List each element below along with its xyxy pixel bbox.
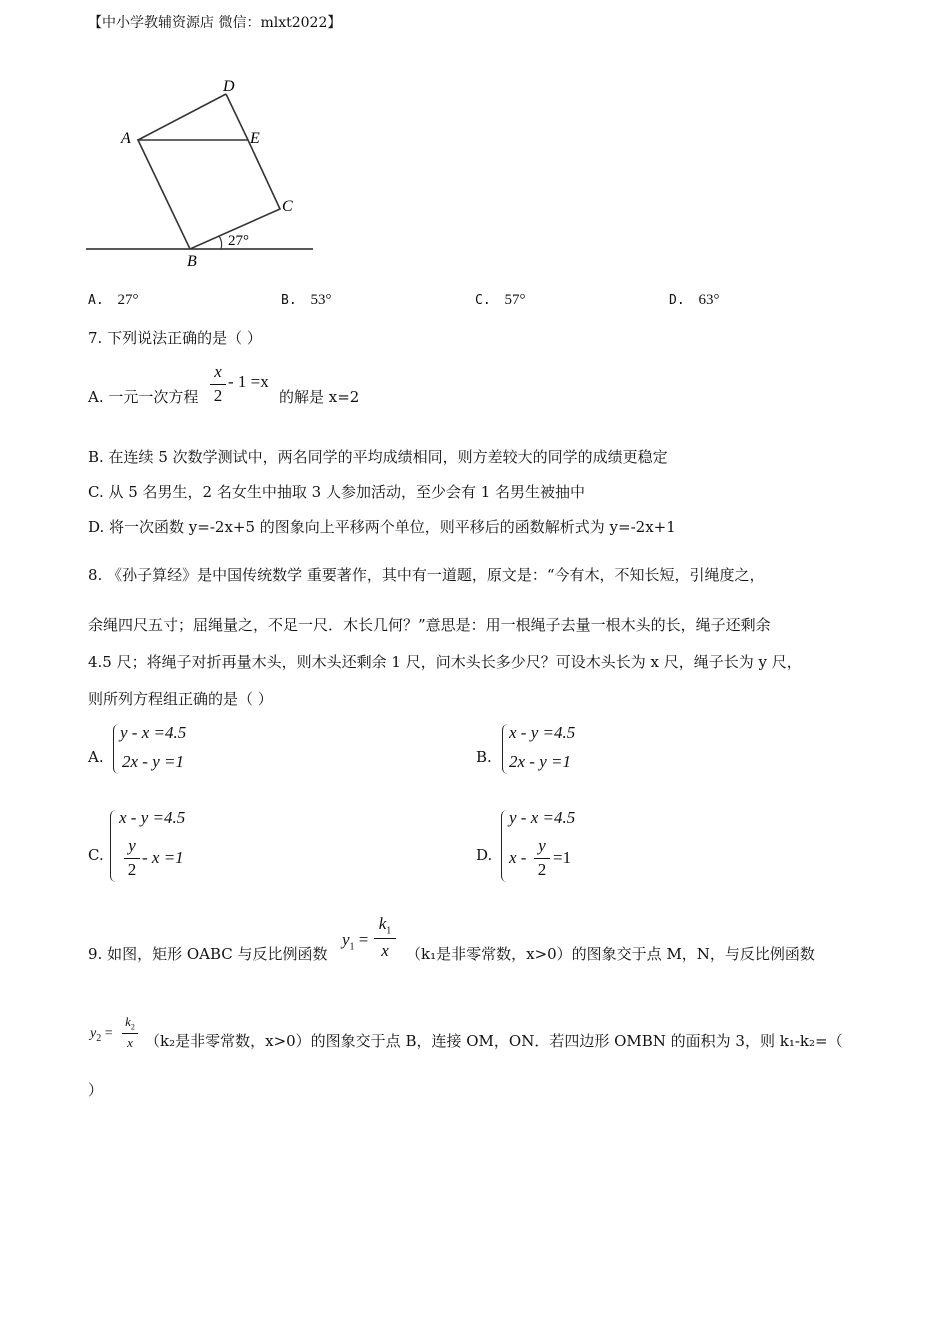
label-d: D <box>223 78 235 95</box>
equals-sign: = <box>358 930 369 949</box>
q8-option-b-brace <box>502 724 509 774</box>
q8-option-c-label[interactable]: C. <box>88 846 104 864</box>
fraction-numerator <box>374 914 396 936</box>
choice-value: 53° <box>310 292 332 308</box>
choice-letter: A. <box>88 293 104 308</box>
q7-option-b[interactable]: B. 在连续 5 次数学测试中，两名同学的平均成绩相同，则方差较大的同学的成绩更稳定 <box>88 448 668 466</box>
q8-option-b-label[interactable]: B. <box>476 748 492 766</box>
q8-option-d-eq2-pre: x - <box>509 848 527 867</box>
fraction-denominator: 2 <box>213 386 223 405</box>
y1-subscript: 1 <box>349 941 355 953</box>
q8-line-1: 8. 《孙子算经》是中国传统数学 重要著作，其中有一道题，原文是：“今有木，不知长短，引绳度之， <box>88 566 765 584</box>
fraction-numerator: y <box>128 836 136 855</box>
q9-text-1: 9. 如图，矩形 OABC 与反比例函数 <box>88 945 328 963</box>
fraction-denominator: 2 <box>537 860 547 879</box>
equals-sign: = <box>104 1026 113 1041</box>
q7-option-a-equation-rest: - 1 =x <box>228 372 269 391</box>
q6-choice-b[interactable] <box>281 292 331 309</box>
q8-option-b-eq2: 2x - y =1 <box>509 752 571 771</box>
q6-choice-c[interactable] <box>475 292 525 309</box>
choice-letter: C. <box>475 293 491 308</box>
angle-label: 27° <box>228 233 249 249</box>
fraction-denominator: x <box>127 1035 133 1050</box>
q7-option-c[interactable]: C. 从 5 名男生，2 名女生中抽取 3 人参加活动，至少会有 1 名男生被抽中 <box>88 483 586 501</box>
fraction-bar <box>210 384 226 385</box>
choice-letter: D. <box>669 293 685 308</box>
choice-value: 57° <box>504 292 526 308</box>
choice-letter: B. <box>281 293 297 308</box>
q8-option-c-brace <box>110 810 117 882</box>
q6-choice-a[interactable] <box>88 292 138 309</box>
y2-subscript: 2 <box>96 1032 102 1044</box>
q8-option-a-brace <box>113 724 120 774</box>
angle-arc <box>219 236 222 249</box>
fraction-bar <box>122 1033 138 1034</box>
q9-text-2: （k₂是非零常数，x>0）的图象交于点 B，连接 OM，ON．若四边形 OMBN 的面积为 3，则 k₁-k₂=（ <box>145 1032 843 1050</box>
k2-symbol: k <box>125 1014 131 1029</box>
fraction-denominator: 2 <box>127 860 137 879</box>
geometry-figure <box>80 72 330 272</box>
q8-option-d-eq1: y - x =4.5 <box>509 808 576 827</box>
label-a: A <box>121 130 131 147</box>
q8-option-d-brace <box>501 810 508 882</box>
y2-symbol: y <box>90 1026 97 1041</box>
q9-text-1b: （k₁是非零常数，x>0）的图象交于点 M，N，与反比例函数 <box>406 945 815 963</box>
q7-option-d[interactable]: D. 将一次函数 y=-2x+5 的图象向上平移两个单位，则平移后的函数解析式为 y=-2x+1 <box>88 518 676 536</box>
q7-option-a-fraction <box>210 362 226 408</box>
fraction-bar <box>534 858 550 859</box>
q9-y2 <box>90 1026 113 1044</box>
fraction-numerator: y <box>538 836 546 855</box>
page-header: 【中小学教辅资源店 微信：mlxt2022】 <box>88 15 342 31</box>
fraction-denominator: x <box>381 941 389 960</box>
fraction-bar <box>124 858 140 859</box>
q8-option-b-eq1: x - y =4.5 <box>509 723 576 742</box>
fraction-numerator: x <box>214 362 222 381</box>
q8-option-c-fraction <box>124 836 140 882</box>
fraction-numerator <box>122 1014 138 1032</box>
q8-line-4: 则所列方程组正确的是（ ） <box>88 690 273 708</box>
label-c: C <box>282 198 293 215</box>
q7-stem: 7. 下列说法正确的是（ ） <box>88 329 262 347</box>
k2-subscript: 2 <box>130 1022 135 1032</box>
q8-line-3: 4.5 尺；将绳子对折再量木头，则木头还剩余 1 尺，问木头长多少尺？可设木头长为 x 尺，绳子长为 y 尺， <box>88 653 802 671</box>
segment-ad <box>138 94 226 140</box>
k1-symbol: k <box>378 914 387 933</box>
q8-option-c-eq1: x - y =4.5 <box>119 808 186 827</box>
choice-value: 63° <box>698 292 720 308</box>
q8-option-c-eq2-rest: - x =1 <box>142 848 184 867</box>
y1-symbol: y <box>342 930 350 949</box>
segment-de <box>226 94 248 140</box>
label-b: B <box>187 253 197 270</box>
q7-option-a-suffix: 的解是 x=2 <box>279 388 360 406</box>
q9-fraction-k1 <box>374 914 396 962</box>
q7-option-a-prefix[interactable]: A. 一元一次方程 <box>88 388 199 406</box>
q9-y1 <box>342 930 368 952</box>
q9-fraction-k2 <box>122 1014 138 1056</box>
q8-option-d-label[interactable]: D. <box>476 846 493 864</box>
square-abce <box>138 140 280 249</box>
q8-option-d-fraction <box>534 836 550 882</box>
q8-option-a-eq1: y - x =4.5 <box>120 723 187 742</box>
q8-line-2: 余绳四尺五寸；屈绳量之，不足一尺．木长几何？”意思是：用一根绳子去量一根木头的长，绳子还剩余 <box>88 616 771 634</box>
label-e: E <box>250 130 260 147</box>
q8-option-d-eq2-rest: =1 <box>553 848 572 867</box>
k1-subscript: 1 <box>386 925 392 937</box>
q6-choice-d[interactable] <box>669 292 719 309</box>
choice-value: 27° <box>117 292 139 308</box>
q8-option-a-eq2: 2x - y =1 <box>122 752 184 771</box>
fraction-bar <box>374 938 396 939</box>
q8-option-a-label[interactable]: A. <box>88 748 104 766</box>
q9-text-3: ） <box>88 1081 104 1099</box>
